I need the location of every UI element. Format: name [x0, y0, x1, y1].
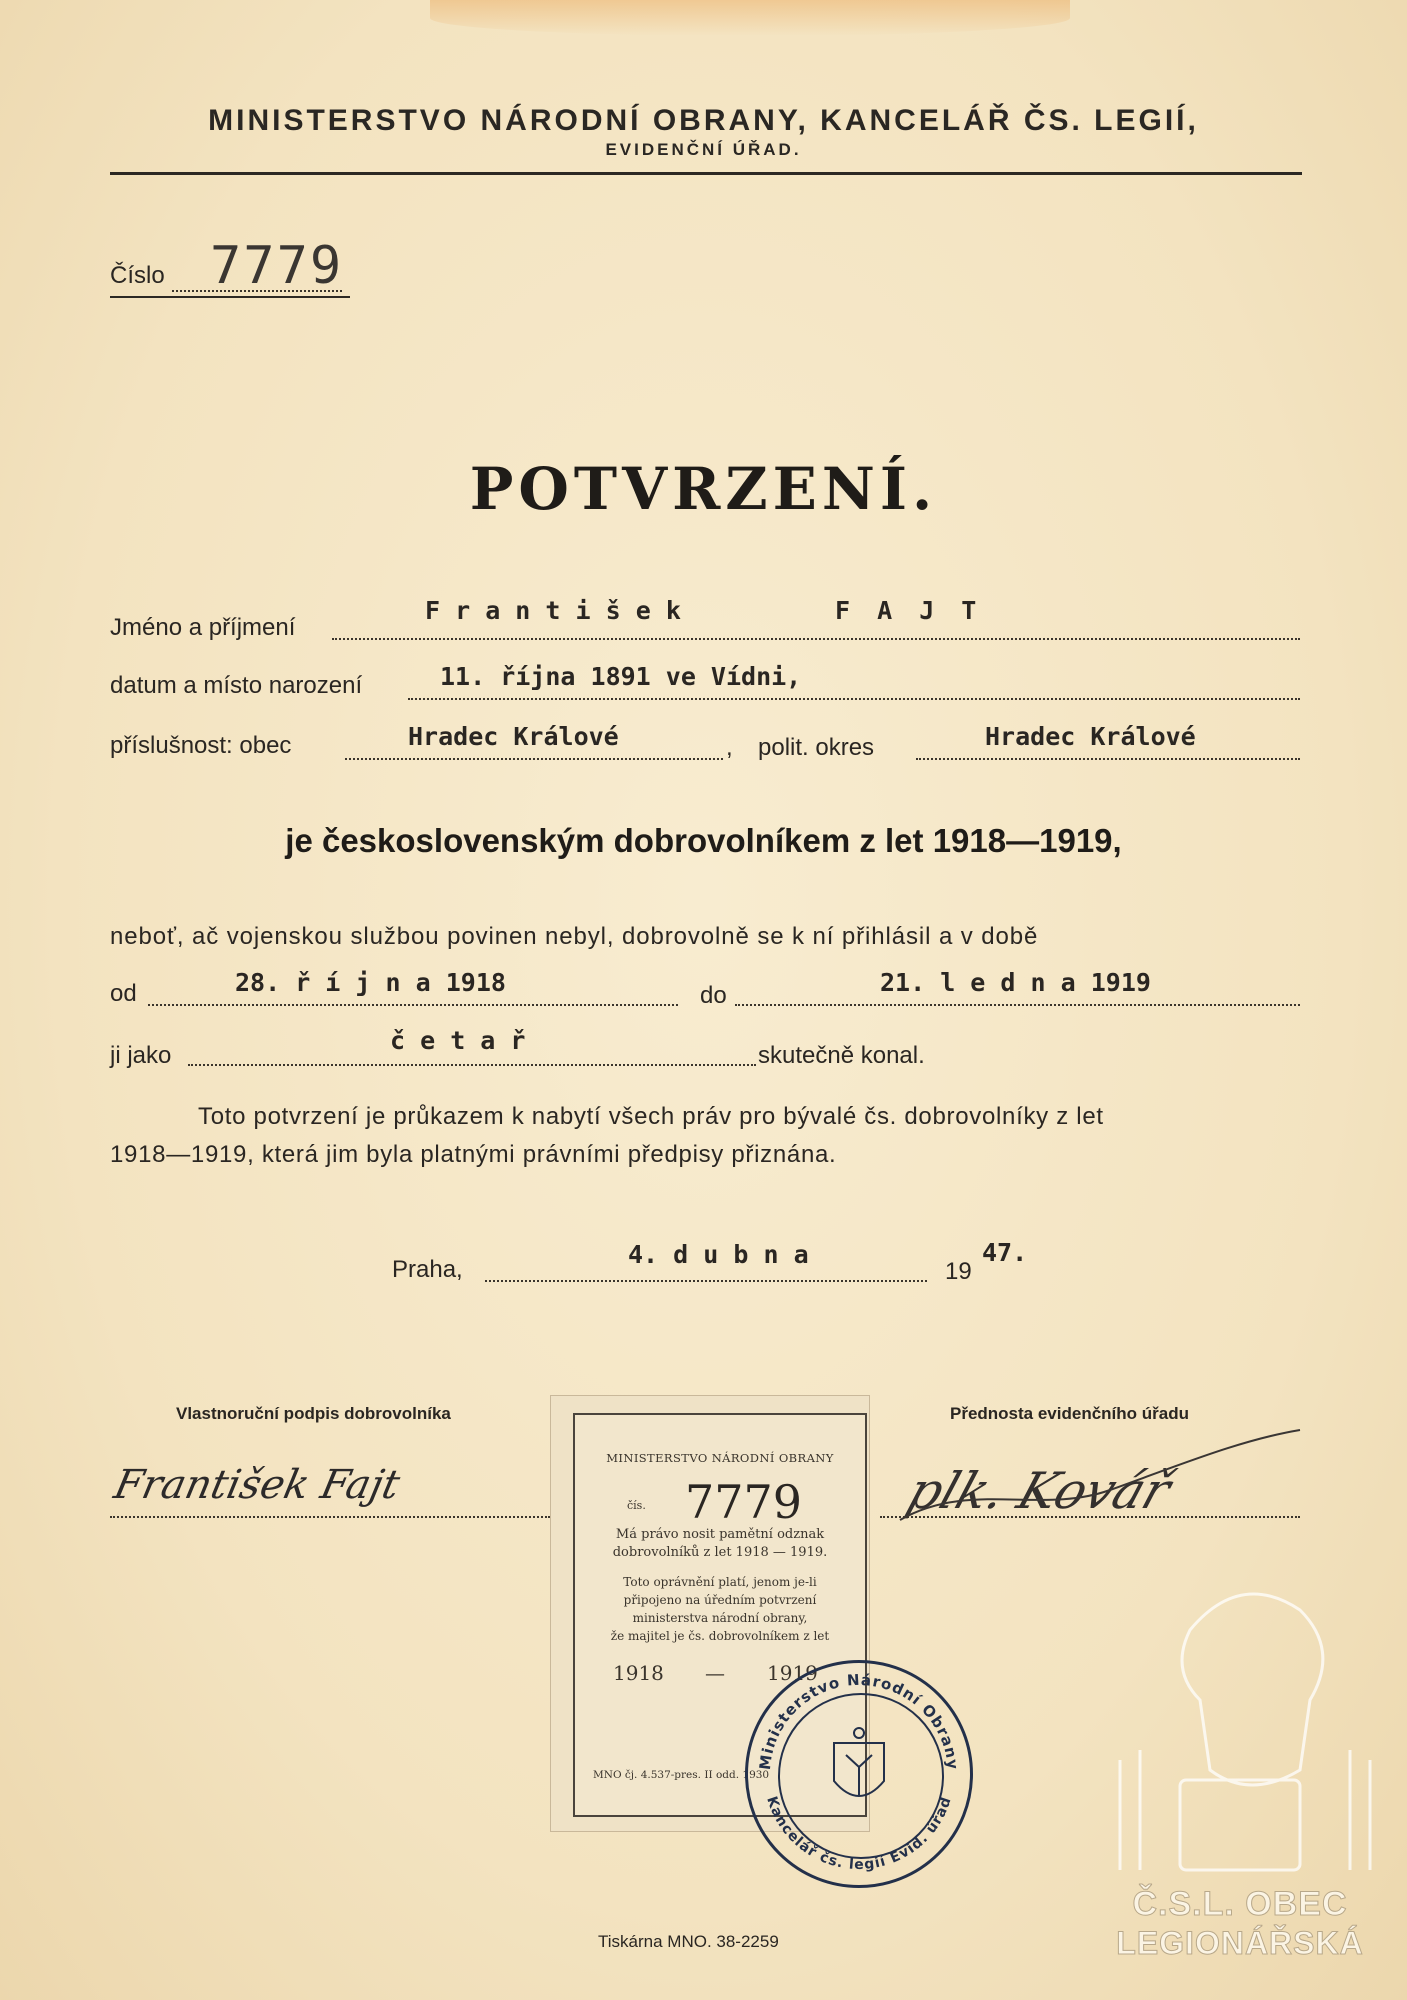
paper-stain [430, 0, 1070, 36]
number-label: Číslo [110, 262, 165, 289]
badge-years-to: 1919 [767, 1661, 818, 1685]
badge-years-from: 1918 [613, 1661, 664, 1685]
district-label: polit. okres [758, 734, 875, 761]
office-header: EVIDENČNÍ ÚŘAD. [605, 140, 802, 159]
date: 4. d u b n a [628, 1240, 809, 1269]
legionnaire-watermark-icon [1100, 1550, 1380, 1880]
birth-dots [408, 698, 1300, 700]
badge-line-6: že majitel je čs. dobrovolníkem z let [610, 1629, 830, 1643]
rank-dots [188, 1064, 756, 1066]
to-date: 21. l e d n a 1919 [880, 968, 1151, 997]
year-suffix: 47. [982, 1238, 1028, 1267]
badge-line-2: dobrovolníků z let 1918 — 1919. [612, 1545, 828, 1560]
badge-line-3: Toto oprávnění platí, jenom je-li [623, 1575, 817, 1589]
first-name: F r a n t i š e k [425, 596, 681, 625]
volunteer-signature-label: Vlastnoruční podpis dobrovolníka [176, 1404, 451, 1423]
seal-text-ring [748, 1663, 970, 1885]
badge-line-1: Má právo nosit pamětní odznak [615, 1527, 825, 1542]
comma: , [726, 734, 733, 761]
year-prefix: 19 [945, 1258, 972, 1285]
seal-emblem-icon [834, 1728, 884, 1796]
badge-reference: MNO čj. 4.537-pres. II odd. 1930 [593, 1769, 770, 1781]
head-signature: plk. Kovář [900, 1462, 1178, 1520]
rights-text-2: 1918—1919, která jim byla platnými právními předpisy přiznána. [110, 1141, 837, 1168]
watermark-line-1: Č.S.L. OBEC [1132, 1885, 1348, 1923]
seal-text-top: Ministerstvo Národní Obrany [755, 1670, 963, 1771]
head-signature-dots [880, 1516, 1300, 1518]
svg-text:Kancelář čs. legií Evid. úřad [763, 1794, 955, 1873]
svg-text:Ministerstvo Národní Obrany [756, 1671, 962, 1771]
to-label: do [700, 982, 727, 1009]
birth-value: 11. října 1891 ve Vídni, [440, 662, 802, 691]
from-date: 28. ř í j n a 1918 [235, 968, 506, 997]
badge-no-label: čís. [627, 1499, 646, 1512]
watermark-line-2: LEGIONÁŘSKÁ [1116, 1925, 1364, 1961]
as-label: ji jako [110, 1042, 172, 1069]
from-label: od [110, 980, 137, 1007]
printer-line: Tiskárna MNO. 38-2259 [598, 1932, 779, 1951]
birth-label: datum a místo narození [110, 672, 363, 699]
badge-ministry: MINISTERSTVO NÁRODNÍ OBRANY [606, 1451, 834, 1465]
served-text: skutečně konal. [758, 1042, 925, 1069]
badge-line-4: připojeno na úředním potvrzení [623, 1593, 817, 1607]
district-dots [916, 758, 1300, 760]
to-dots [735, 1004, 1300, 1006]
from-dots [148, 1004, 678, 1006]
place: Praha, [392, 1256, 463, 1283]
name-dots [332, 638, 1300, 640]
date-dots [485, 1280, 927, 1282]
seal-text-bottom: Kancelář čs. legií Evid. úřad [763, 1794, 955, 1874]
ministry-header: MINISTERSTVO NÁRODNÍ OBRANY, KANCELÁŘ ČS. LEGIÍ, [208, 104, 1199, 137]
service-sentence: neboť, ač vojenskou službou povinen nebyl, dobrovolně se k ní přihlásil a v době [110, 923, 1039, 950]
official-seal [745, 1660, 973, 1888]
volunteer-signature: František Fajt [110, 1462, 404, 1508]
badge-number: 7779 [685, 1475, 803, 1529]
volunteer-signature-dots [110, 1516, 550, 1518]
header-rule [110, 172, 1302, 175]
badge-years-dash: — [705, 1661, 725, 1685]
municipality-dots [345, 758, 723, 760]
document-number: 7779 [210, 236, 344, 296]
rank: č e t a ř [390, 1026, 526, 1055]
badge-line-5: ministerstva národní obrany, [632, 1611, 808, 1625]
head-signature-label: Přednosta evidenčního úřadu [950, 1404, 1189, 1423]
belong-label: příslušnost: obec [110, 732, 292, 759]
volunteer-statement: je československým dobrovolníkem z let 1918—1919, [285, 822, 1122, 859]
district: Hradec Králové [985, 722, 1196, 751]
signature-flourish [890, 1420, 1320, 1550]
name-label: Jméno a příjmení [110, 614, 296, 641]
legion-watermark [1100, 1550, 1380, 1970]
document-title: POTVRZENÍ. [469, 455, 938, 523]
rights-text-1: Toto potvrzení je průkazem k nabytí všech práv pro bývalé čs. dobrovolníky z let [198, 1103, 1104, 1130]
last-name: F A J T [835, 596, 983, 625]
municipality: Hradec Králové [408, 722, 619, 751]
number-rule [110, 296, 350, 298]
